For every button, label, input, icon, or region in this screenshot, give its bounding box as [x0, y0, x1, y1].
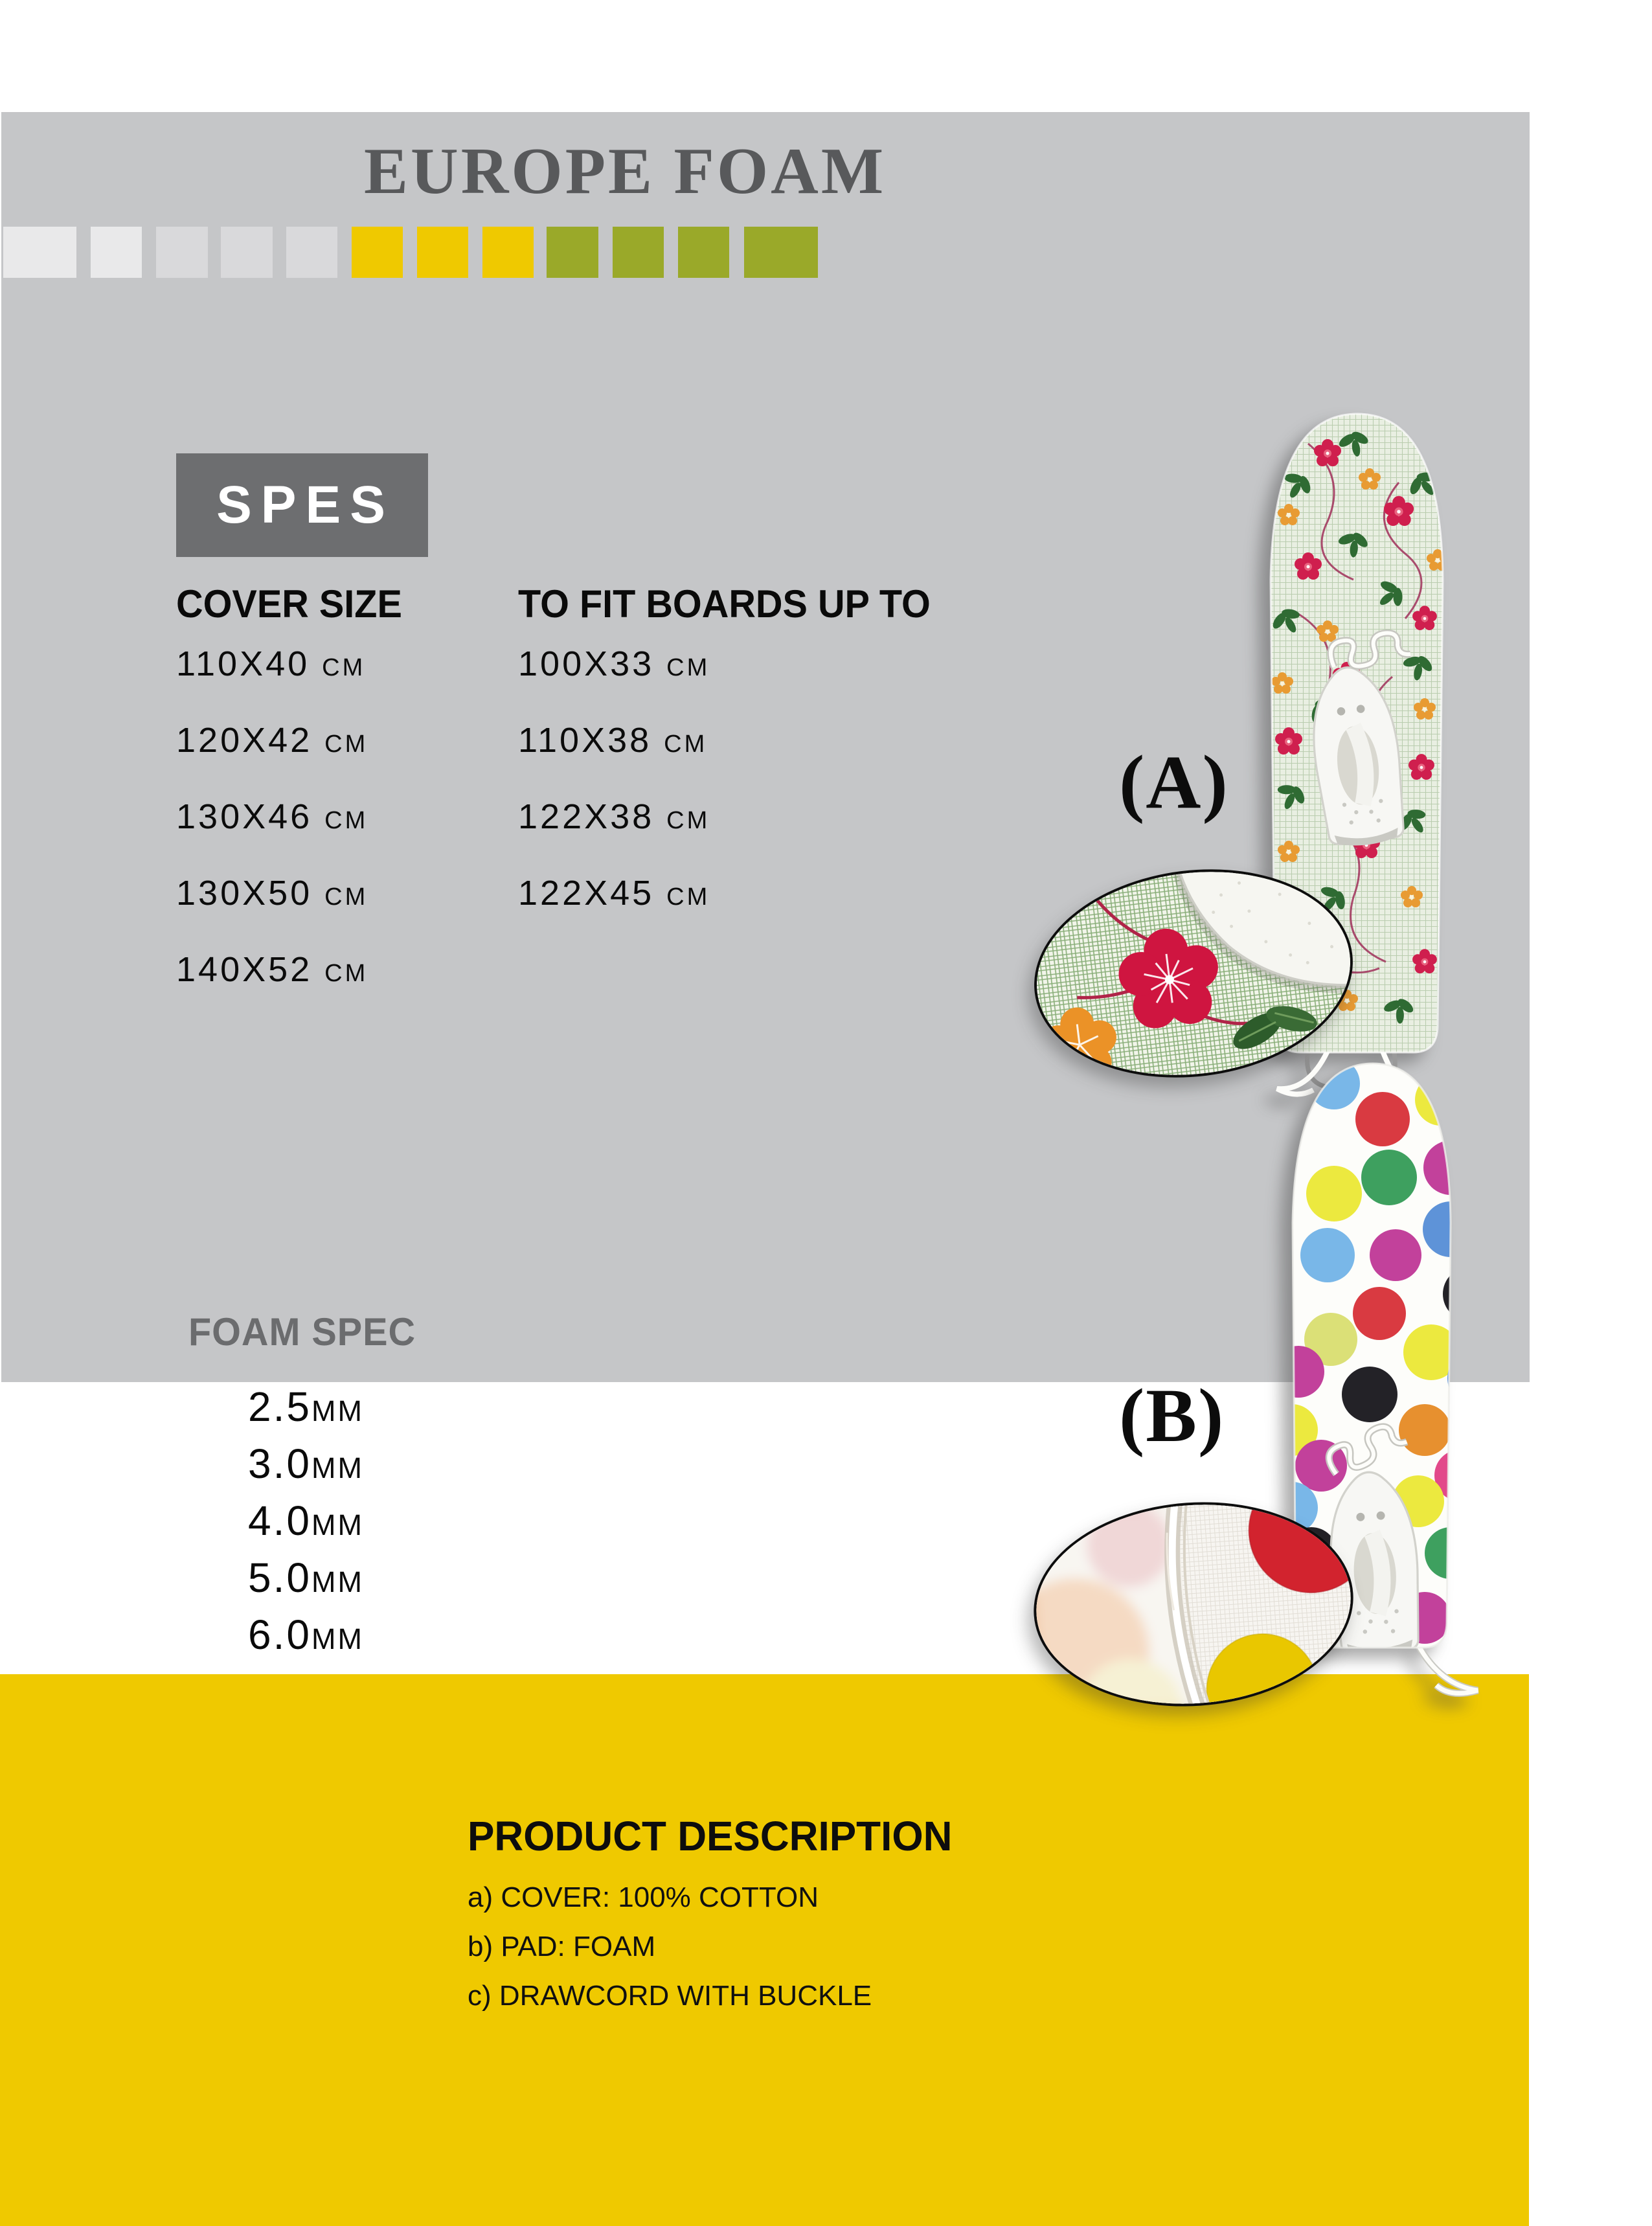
color-square — [482, 227, 534, 278]
color-square — [613, 227, 664, 278]
foam-thickness: 3.0mm — [248, 1440, 364, 1487]
cover-size-row: 130X46 cm — [176, 797, 368, 836]
spes-box — [176, 453, 428, 557]
color-squares — [0, 227, 842, 278]
fit-boards-header: TO FIT BOARDS UP TO — [518, 582, 931, 626]
fit-size-column — [518, 626, 710, 931]
color-square — [156, 227, 208, 278]
color-square — [678, 227, 729, 278]
cover-size-row: 130X50 cm — [176, 874, 368, 913]
cover-size-column — [176, 626, 368, 1008]
product-description-list — [468, 1873, 872, 2021]
foam-thickness: 2.5mm — [248, 1383, 364, 1430]
fit-size-row: 122X38 cm — [518, 797, 710, 836]
cover-size-row: 140X52 cm — [176, 950, 368, 989]
color-square — [352, 227, 403, 278]
description-item: a) COVER: 100% COTTON — [468, 1881, 819, 1913]
color-square — [547, 227, 598, 278]
foam-thickness: 6.0mm — [248, 1611, 364, 1658]
description-item: c) DRAWCORD WITH BUCKLE — [468, 1980, 872, 2012]
foam-spec-list — [248, 1378, 364, 1663]
product-description-heading: PRODUCT DESCRIPTION — [468, 1813, 953, 1859]
board-b-label: (B) — [1119, 1373, 1225, 1458]
color-square — [91, 227, 142, 278]
color-square — [417, 227, 468, 278]
fit-size-row: 122X45 cm — [518, 874, 710, 913]
cover-size-row: 120X42 cm — [176, 721, 368, 760]
color-square — [3, 227, 76, 278]
foam-thickness: 5.0mm — [248, 1554, 364, 1601]
page-title: EUROPE FOAM — [364, 135, 887, 208]
foam-spec-heading: FOAM SPEC — [188, 1310, 416, 1354]
color-square — [221, 227, 273, 278]
cover-size-header: COVER SIZE — [176, 582, 402, 626]
board-a-label: (A) — [1119, 740, 1229, 824]
color-square — [744, 227, 818, 278]
color-square — [286, 227, 337, 278]
spes-label: SPES — [216, 475, 394, 534]
foam-thickness: 4.0mm — [248, 1497, 364, 1544]
fit-size-row: 100X33 cm — [518, 644, 710, 683]
description-item: b) PAD: FOAM — [468, 1931, 656, 1962]
cover-size-row: 110X40 cm — [176, 644, 366, 683]
fit-size-row: 110X38 cm — [518, 721, 708, 760]
